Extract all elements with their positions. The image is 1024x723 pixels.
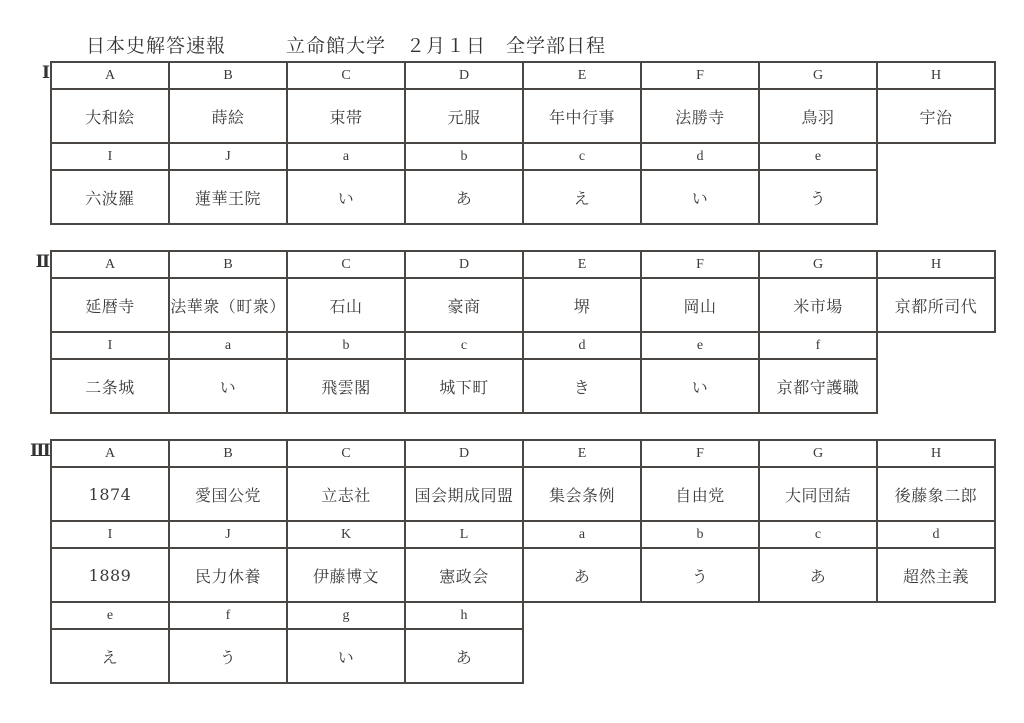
- answer-cell: 京都守護職: [759, 359, 877, 413]
- answer-row: [51, 278, 995, 332]
- question-label: e: [51, 602, 169, 629]
- question-label: e: [759, 143, 877, 170]
- question-label: H: [877, 62, 995, 89]
- empty-cell: [641, 629, 759, 683]
- answer-row: [51, 548, 995, 602]
- answer-row: [51, 629, 995, 683]
- answer-cell: 大同団結: [759, 467, 877, 521]
- empty-cell: [523, 602, 641, 629]
- answer-cell: 民力休養: [169, 548, 287, 602]
- question-label: J: [169, 143, 287, 170]
- answer-cell: 元服: [405, 89, 523, 143]
- empty-cell: [759, 602, 877, 629]
- answer-cell: え: [51, 629, 169, 683]
- answer-cell: 京都所司代: [877, 278, 995, 332]
- question-label: f: [759, 332, 877, 359]
- question-label: f: [169, 602, 287, 629]
- answer-cell: 束帯: [287, 89, 405, 143]
- answer-cell: 1874: [51, 467, 169, 521]
- answer-cell: あ: [405, 629, 523, 683]
- question-label: L: [405, 521, 523, 548]
- question-row: [51, 251, 995, 278]
- answer-cell: う: [641, 548, 759, 602]
- question-label: J: [169, 521, 287, 548]
- question-label: c: [759, 521, 877, 548]
- answer-cell: 自由党: [641, 467, 759, 521]
- empty-cell: [641, 602, 759, 629]
- answer-cell: え: [523, 170, 641, 224]
- answer-cell: い: [169, 359, 287, 413]
- question-label: d: [641, 143, 759, 170]
- answer-row: [51, 170, 995, 224]
- question-label: a: [169, 332, 287, 359]
- question-label: G: [759, 251, 877, 278]
- question-label: F: [641, 62, 759, 89]
- answer-cell: 飛雲閣: [287, 359, 405, 413]
- question-label: A: [51, 440, 169, 467]
- question-label: b: [287, 332, 405, 359]
- question-label: D: [405, 62, 523, 89]
- empty-cell: [523, 629, 641, 683]
- answer-cell: 立志社: [287, 467, 405, 521]
- answer-cell: 後藤象二郎: [877, 467, 995, 521]
- answer-cell: あ: [759, 548, 877, 602]
- empty-cell: [877, 602, 995, 629]
- question-row: [51, 521, 995, 548]
- question-label: g: [287, 602, 405, 629]
- question-label: d: [523, 332, 641, 359]
- question-row: [51, 602, 995, 629]
- page-title: 日本史解答速報 立命館大学 ２月１日 全学部日程: [86, 35, 607, 57]
- answer-cell: 蒔絵: [169, 89, 287, 143]
- answer-cell: 六波羅: [51, 170, 169, 224]
- question-row: [51, 62, 995, 89]
- question-label: I: [51, 143, 169, 170]
- empty-cell: [877, 170, 995, 224]
- answer-cell: 超然主義: [877, 548, 995, 602]
- question-label: d: [877, 521, 995, 548]
- question-label: C: [287, 440, 405, 467]
- answer-cell: 年中行事: [523, 89, 641, 143]
- empty-cell: [877, 629, 995, 683]
- question-label: e: [641, 332, 759, 359]
- question-label: I: [51, 521, 169, 548]
- section-label-2: Ⅱ: [35, 252, 50, 271]
- answer-cell: 延暦寺: [51, 278, 169, 332]
- answer-cell: 法勝寺: [641, 89, 759, 143]
- empty-cell: [877, 359, 995, 413]
- question-label: A: [51, 62, 169, 89]
- question-label: G: [759, 62, 877, 89]
- question-label: D: [405, 440, 523, 467]
- question-label: b: [641, 521, 759, 548]
- section-label-1: Ⅰ: [42, 63, 50, 82]
- question-label: c: [405, 332, 523, 359]
- answer-cell: 石山: [287, 278, 405, 332]
- question-label: H: [877, 440, 995, 467]
- empty-cell: [877, 143, 995, 170]
- answer-cell: 二条城: [51, 359, 169, 413]
- question-label: A: [51, 251, 169, 278]
- question-label: C: [287, 62, 405, 89]
- answer-table-1: [50, 61, 996, 225]
- answer-cell: あ: [405, 170, 523, 224]
- answer-cell: 宇治: [877, 89, 995, 143]
- answer-cell: 豪商: [405, 278, 523, 332]
- question-label: B: [169, 62, 287, 89]
- answer-cell: 蓮華王院: [169, 170, 287, 224]
- answer-cell: 集会条例: [523, 467, 641, 521]
- question-label: C: [287, 251, 405, 278]
- empty-cell: [877, 332, 995, 359]
- question-label: F: [641, 251, 759, 278]
- question-label: F: [641, 440, 759, 467]
- answer-cell: 堺: [523, 278, 641, 332]
- answer-cell: 法華衆（町衆）: [169, 278, 287, 332]
- answer-cell: あ: [523, 548, 641, 602]
- answer-cell: 憲政会: [405, 548, 523, 602]
- answer-cell: い: [287, 170, 405, 224]
- answer-row: [51, 467, 995, 521]
- answer-cell: き: [523, 359, 641, 413]
- answer-row: [51, 359, 995, 413]
- answer-table-2: [50, 250, 996, 414]
- question-label: b: [405, 143, 523, 170]
- answer-cell: い: [641, 170, 759, 224]
- answer-cell: う: [759, 170, 877, 224]
- answer-cell: 愛国公党: [169, 467, 287, 521]
- answer-cell: う: [169, 629, 287, 683]
- question-label: B: [169, 251, 287, 278]
- section-label-3: Ⅲ: [30, 441, 51, 460]
- question-label: a: [523, 521, 641, 548]
- answer-cell: 米市場: [759, 278, 877, 332]
- question-label: K: [287, 521, 405, 548]
- question-label: a: [287, 143, 405, 170]
- empty-cell: [759, 629, 877, 683]
- answer-cell: い: [287, 629, 405, 683]
- question-label: B: [169, 440, 287, 467]
- answer-row: [51, 89, 995, 143]
- answer-cell: い: [641, 359, 759, 413]
- question-label: G: [759, 440, 877, 467]
- question-label: D: [405, 251, 523, 278]
- answer-cell: 大和絵: [51, 89, 169, 143]
- answer-table-3: [50, 439, 996, 684]
- answer-cell: 国会期成同盟: [405, 467, 523, 521]
- question-label: E: [523, 440, 641, 467]
- question-label: E: [523, 62, 641, 89]
- answer-cell: 岡山: [641, 278, 759, 332]
- answer-cell: 伊藤博文: [287, 548, 405, 602]
- answer-cell: 1889: [51, 548, 169, 602]
- question-row: [51, 332, 995, 359]
- answer-cell: 城下町: [405, 359, 523, 413]
- question-label: c: [523, 143, 641, 170]
- answer-cell: 鳥羽: [759, 89, 877, 143]
- question-row: [51, 143, 995, 170]
- question-row: [51, 440, 995, 467]
- question-label: I: [51, 332, 169, 359]
- question-label: E: [523, 251, 641, 278]
- question-label: H: [877, 251, 995, 278]
- question-label: h: [405, 602, 523, 629]
